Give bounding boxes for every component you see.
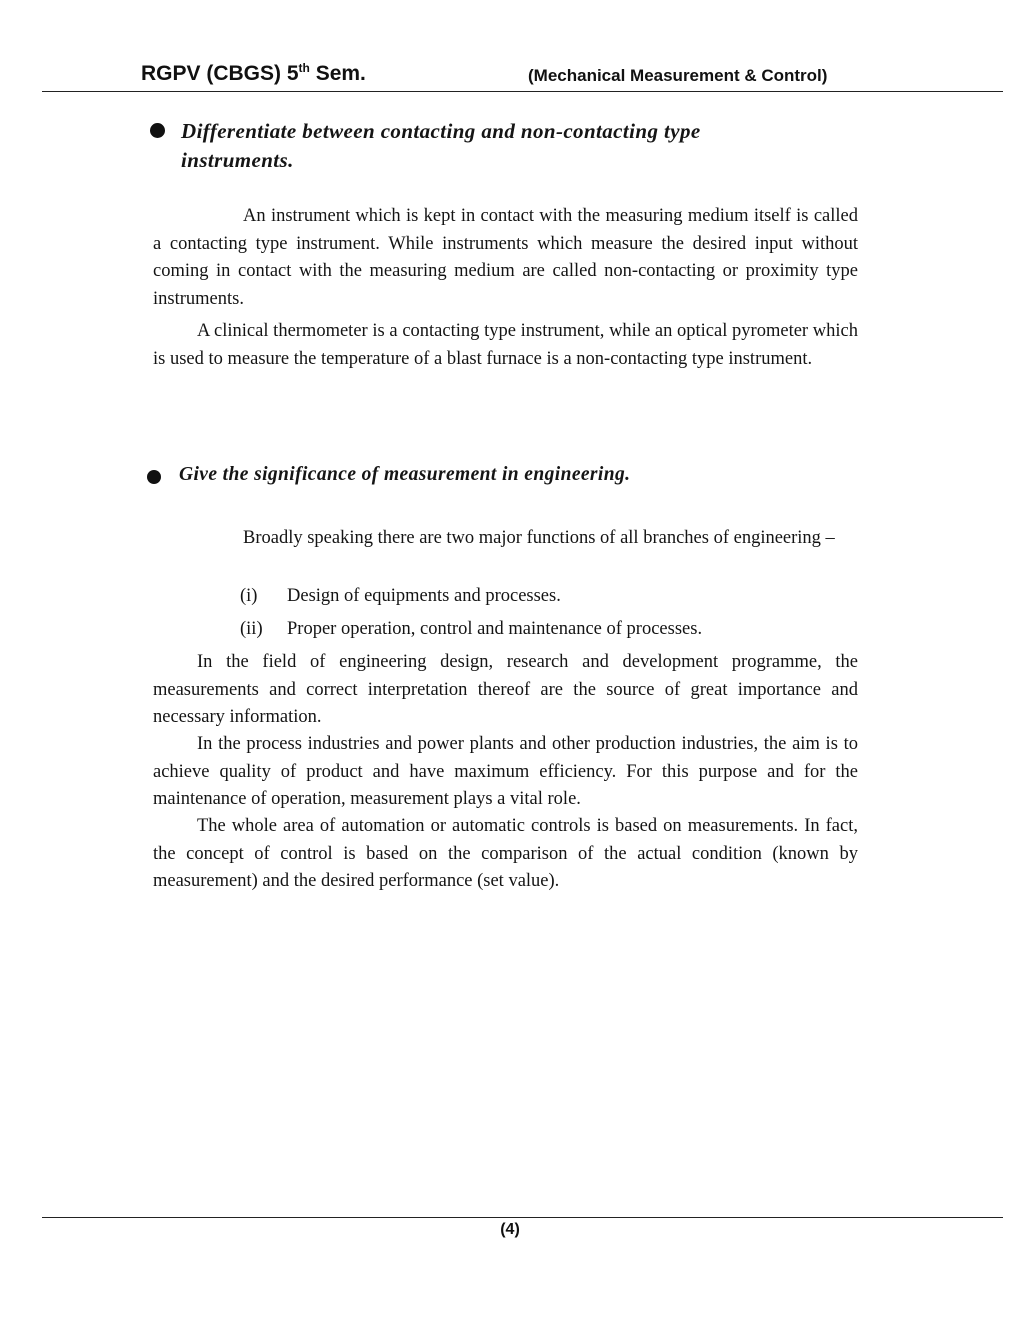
question-2-heading: Give the significance of measurement in engineering.	[179, 464, 631, 485]
header-semester: Sem.	[309, 62, 366, 85]
question-2-answer-para-2: In the process industries and power plants and other production industries, the aim is to achieve quality of product and have maximum efficiency. For this purpose and for the maintenance of operation, measurement plays a vital role.	[153, 734, 858, 809]
bullet-icon	[147, 470, 161, 484]
list-item-number: (i)	[240, 586, 258, 606]
header-title	[141, 62, 366, 86]
question-2-answer-para-1: In the field of engineering design, research and development programme, the measurements and correct interpretation thereof are the source of great importance and necessary information.	[153, 652, 858, 727]
question-2-intro: Broadly speaking there are two major functions of all branches of engineering –	[243, 528, 835, 548]
footer-divider	[42, 1217, 1003, 1218]
list-item	[240, 619, 702, 640]
question-1-heading-line2: instruments.	[181, 148, 294, 172]
header-subject: (Mechanical Measurement & Control)	[528, 66, 828, 85]
header-course: RGPV (CBGS) 5	[141, 62, 299, 85]
question-1-heading	[181, 117, 701, 175]
list-item	[240, 586, 561, 607]
question-1-answer-para-2: A clinical thermometer is a contacting type instrument, while an optical pyrometer which is used to measure the temperature of a blast furnace is a non-contacting type instrument.	[153, 321, 858, 369]
bullet-icon	[150, 123, 165, 138]
question-2-answer-para-3: The whole area of automation or automatic controls is based on measurements. In fact, the concept of control is based on the comparison of the actual condition (known by measurement) and the desired performance (set value).	[153, 816, 858, 891]
list-item-text: Proper operation, control and maintenance of processes.	[287, 619, 703, 639]
list-item-number: (ii)	[240, 619, 263, 639]
header-divider	[42, 91, 1003, 92]
question-1-heading-line1: Differentiate between contacting and non-contacting type	[181, 119, 701, 143]
page-number: (4)	[500, 1221, 520, 1238]
question-1-answer-para-1: An instrument which is kept in contact with the measuring medium itself is called a contacting type instrument. While instruments which measure the desired input without coming in contact with the measuring medium are called non-contacting or proximity type instruments.	[153, 206, 858, 309]
list-item-text: Design of equipments and processes.	[287, 586, 561, 606]
header-ordinal-suffix: th	[298, 61, 310, 75]
